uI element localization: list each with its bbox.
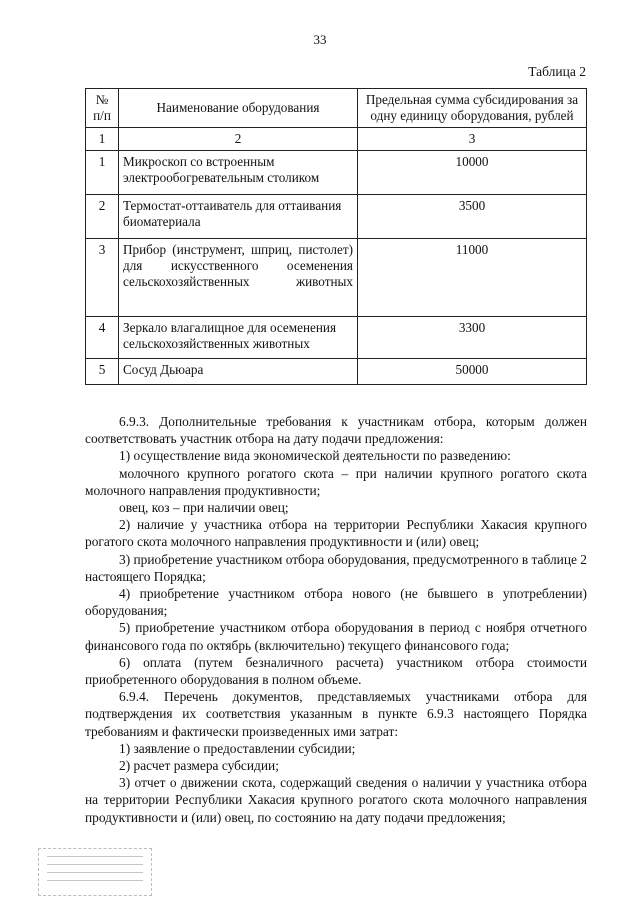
paragraph: 2) наличие у участника отбора на территории Республики Хакасия крупного рогатого скота молочного направления продуктивности и (или) овец; xyxy=(85,517,587,550)
paragraph: 6.9.4. Перечень документов, представляемых участниками отбора для подтверждения их соответствия указанным в пункте 6.9.3 настоящего Порядка требованиям и фактически произведенных ими затрат: xyxy=(85,689,587,739)
header-number: № п/п xyxy=(86,89,119,128)
table-numbering-row xyxy=(86,128,587,151)
row-number: 1 xyxy=(86,151,119,195)
page-number: 33 xyxy=(313,32,327,47)
paragraph: 4) приобретение участником отбора нового (не бывшего в употреблении) оборудования; xyxy=(85,586,587,619)
paragraph: 3) отчет о движении скота, содержащий сведения о наличии у участника отбора на территории Республики Хакасия крупного рогатого скота молочного направления продуктивности и (или) овец, по состоянию на дату подачи предложения; xyxy=(85,775,587,825)
paragraph: 6) оплата (путем безналичного расчета) участником отбора стоимости приобретенного оборудования в полном объеме. xyxy=(85,654,587,688)
subsidy-sum: 10000 xyxy=(358,151,587,195)
table-header-row xyxy=(86,89,587,128)
header-subsidy-limit: Предельная сумма субсидирования за одну единицу оборудования, рублей xyxy=(358,89,587,128)
subsidy-sum: 3500 xyxy=(358,195,587,239)
table-row xyxy=(86,239,587,317)
numbering-cell: 3 xyxy=(358,128,587,151)
equipment-name: Микроскоп со встроенным электрообогревательным столиком xyxy=(119,151,358,195)
subsidy-sum: 11000 xyxy=(358,239,587,317)
paragraph: 5) приобретение участником отбора оборудования в период с ноября отчетного финансового года по октябрь (включительно) текущего финансового года; xyxy=(85,620,587,653)
registration-stamp xyxy=(38,848,152,896)
document-body xyxy=(85,413,587,826)
row-number: 5 xyxy=(86,359,119,385)
subsidy-sum: 3300 xyxy=(358,317,587,359)
table-caption: Таблица 2 xyxy=(528,64,586,79)
paragraph: 3) приобретение участником отбора оборудования, предусмотренного в таблице 2 настоящего Порядка; xyxy=(85,551,587,584)
table-row xyxy=(86,195,587,239)
numbering-cell: 2 xyxy=(119,128,358,151)
paragraph: 1) заявление о предоставлении субсидии; xyxy=(119,740,356,756)
header-equipment-name: Наименование оборудования xyxy=(119,89,358,128)
table-row xyxy=(86,317,587,359)
equipment-table xyxy=(85,88,587,385)
numbering-cell: 1 xyxy=(86,128,119,151)
paragraph: овец, коз – при наличии овец; xyxy=(119,500,289,516)
row-number: 3 xyxy=(86,239,119,317)
table-row xyxy=(86,359,587,385)
row-number: 2 xyxy=(86,195,119,239)
equipment-name: Сосуд Дьюара xyxy=(119,359,358,385)
row-number: 4 xyxy=(86,317,119,359)
paragraph: молочного крупного рогатого скота – при наличии крупного рогатого скота молочного направления продуктивности; xyxy=(85,465,587,498)
equipment-name: Зеркало влагалищное для осеменения сельскохозяйственных животных xyxy=(119,317,358,359)
equipment-name: Термостат-оттаиватель для оттаивания биоматериала xyxy=(119,195,358,239)
equipment-name: Прибор (инструмент, шприц, пистолет) для искусственного осеменения сельскохозяйственных животных xyxy=(119,239,358,317)
paragraph: 2) расчет размера субсидии; xyxy=(119,758,279,774)
subsidy-sum: 50000 xyxy=(358,359,587,385)
table-row xyxy=(86,151,587,195)
paragraph: 1) осуществление вида экономической деятельности по разведению: xyxy=(119,448,511,464)
paragraph: 6.9.3. Дополнительные требования к участникам отбора, которым должен соответствовать участник отбора на дату подачи предложения: xyxy=(85,414,587,447)
